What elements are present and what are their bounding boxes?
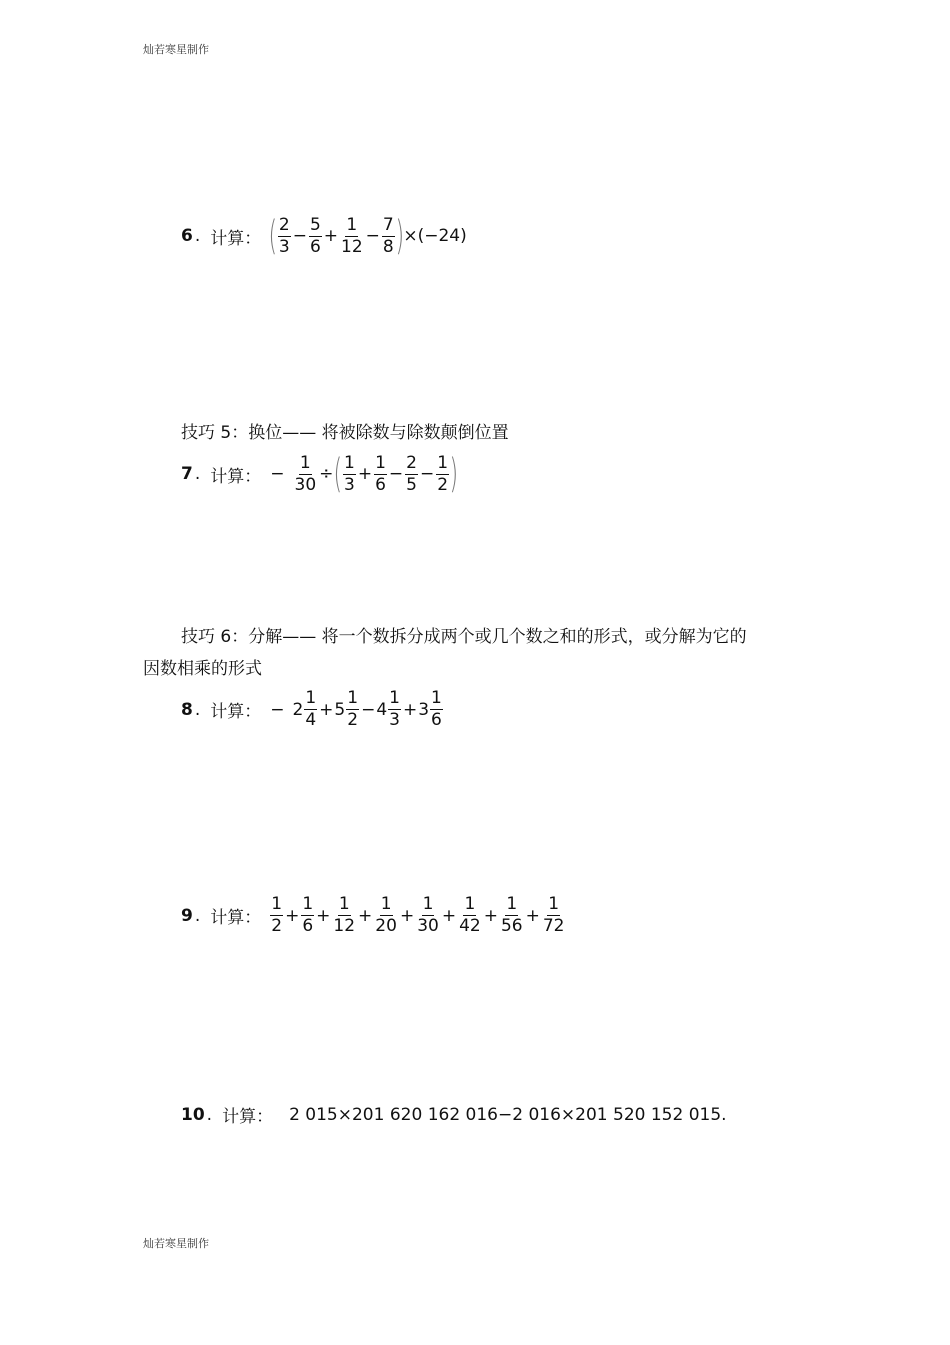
denominator: 12 <box>333 916 356 936</box>
expression-tail: ×(−24) <box>403 226 467 246</box>
numerator: 1 <box>506 894 518 914</box>
fraction <box>500 896 524 935</box>
denominator: 6 <box>431 710 442 730</box>
denominator: 2 <box>271 916 283 936</box>
operator: − <box>365 226 380 246</box>
fraction <box>309 214 322 257</box>
numerator: 1 <box>305 688 317 708</box>
denominator: 42 <box>459 916 481 936</box>
numerator: 1 <box>347 688 359 708</box>
operator: + <box>357 464 373 484</box>
denominator: 6 <box>302 916 314 936</box>
calc-label: 计算： <box>222 1107 274 1127</box>
page-footer: 灿若寒星制作 <box>143 1237 209 1250</box>
question-number: 8 <box>181 699 193 720</box>
operator: − <box>292 226 307 246</box>
fraction <box>374 896 398 935</box>
fraction <box>430 690 443 729</box>
denominator: 12 <box>341 236 363 257</box>
minus-sign: − <box>270 464 285 484</box>
numerator: 1 <box>464 894 476 914</box>
operator: + <box>319 699 334 720</box>
whole-part: 4 <box>376 699 388 720</box>
numerator: 5 <box>309 214 321 235</box>
operator: + <box>483 905 498 926</box>
right-paren: ) <box>449 451 459 497</box>
left-paren: ( <box>268 213 278 259</box>
question-7: 7 . 计算： − $\frac{1}{30}$ ÷ ( $\frac{1}{3}$ + $\frac{1}{6}$ − $\frac{2}{5}$ − $\frac{1}{2}$ ) <box>181 451 459 497</box>
page-header: 灿若寒星制作 <box>143 43 209 56</box>
whole-part: 5 <box>334 699 346 720</box>
mixed-number <box>293 690 319 729</box>
whole-part: 3 <box>418 699 430 720</box>
fraction <box>340 214 364 257</box>
denominator: 6 <box>375 474 386 495</box>
denominator: 3 <box>344 474 355 495</box>
numerator: 2 <box>278 214 290 235</box>
operator: + <box>399 905 415 926</box>
operator: + <box>316 905 331 926</box>
operator: + <box>525 905 540 926</box>
mixed-number <box>376 690 402 729</box>
fraction <box>542 896 566 935</box>
calc-label: 计算： <box>210 702 262 722</box>
denominator: 3 <box>278 236 290 257</box>
mixed-number <box>418 690 444 729</box>
tip-6-line-1: 技巧 6：分解—— 将一个数拆分成两个或几个数之和的形式，或分解为它的 <box>181 627 747 647</box>
fraction <box>343 452 356 495</box>
denominator: 20 <box>375 916 397 936</box>
question-6: 6 . 计算： ( $\frac{2}{3}$ − $\frac{5}{6}$ + $\frac{1}{12}$ − $\frac{7}{8}$ ) ×(−24) <box>181 213 467 259</box>
calc-label: 计算： <box>210 908 262 928</box>
numerator: 1 <box>271 894 283 914</box>
denominator: 6 <box>309 236 321 257</box>
denominator: 8 <box>382 236 394 257</box>
fraction <box>304 690 317 729</box>
operator: + <box>441 905 457 926</box>
numerator: 1 <box>548 894 560 914</box>
numerator: 1 <box>346 214 358 235</box>
fraction <box>458 896 482 935</box>
expression <box>293 690 444 729</box>
right-paren: ) <box>395 213 404 259</box>
denominator: 30 <box>417 916 439 936</box>
operator: − <box>388 464 404 484</box>
fraction <box>436 452 449 495</box>
question-9: 9 . 计算： $\frac{1}{2}$ + $\frac{1}{6}$ + $\frac{1}{12}$ + $\frac{1}{20}$ + $\frac{1}{30}$ + $\frac{1}{42}$ + $\frac{1}{56}$ + $\frac{1}{72}$ <box>181 894 565 936</box>
fraction <box>382 214 395 257</box>
denominator: 56 <box>500 916 523 936</box>
numerator: 1 <box>344 452 355 473</box>
operator: − <box>419 464 435 484</box>
numerator: 1 <box>338 894 350 914</box>
mixed-number <box>334 690 360 729</box>
numerator: 1 <box>422 894 434 914</box>
fraction <box>270 896 283 935</box>
fraction <box>278 214 291 257</box>
expression: 2 015×201 620 162 016−2 016×201 520 152 015. <box>289 1104 727 1125</box>
denominator: 2 <box>437 474 449 495</box>
calc-label: 计算： <box>210 466 262 487</box>
numerator: 7 <box>382 214 394 235</box>
tip-5: 技巧 5：换位—— 将被除数与除数颠倒位置 <box>181 423 509 443</box>
question-number: 7 <box>181 464 193 484</box>
denominator: 2 <box>347 710 359 730</box>
fraction <box>405 452 418 495</box>
fraction <box>346 690 359 729</box>
question-8: 8 . 计算： − 2 $\frac{1}{4}$ + 5 $\frac{1}{2}$ − 4 $\frac{1}{3}$ + 3 $\frac{1}{6}$ <box>181 688 442 730</box>
divide-sign: ÷ <box>319 464 334 484</box>
operator: + <box>402 699 418 720</box>
left-paren: ( <box>333 451 343 497</box>
whole-part: 2 <box>292 699 304 720</box>
operator: + <box>323 226 339 246</box>
expression <box>277 214 396 257</box>
fraction <box>374 452 387 495</box>
numerator: 1 <box>437 452 449 473</box>
expression <box>269 896 566 935</box>
expression <box>342 452 450 495</box>
denominator: 4 <box>305 710 317 730</box>
denominator: 72 <box>542 916 565 936</box>
fraction: $\frac{1}{30}$ <box>294 452 317 495</box>
fraction <box>332 896 356 935</box>
question-number: 9 <box>181 905 193 926</box>
calc-label: 计算： <box>210 228 262 249</box>
denominator: 3 <box>389 710 400 730</box>
numerator: 2 <box>406 452 417 473</box>
question-number: 6 <box>181 226 193 246</box>
minus-sign: − <box>270 699 285 720</box>
operator: + <box>285 905 300 926</box>
numerator: 1 <box>389 688 400 708</box>
fraction <box>388 690 401 729</box>
denominator: 5 <box>406 474 417 495</box>
question-10: 10 . 计算： 2 015×201 620 162 016−2 016×201 520 152 015. <box>181 1102 727 1127</box>
question-number: 10 <box>181 1104 205 1125</box>
operator: + <box>358 905 373 926</box>
fraction <box>301 896 314 935</box>
numerator: 1 <box>302 894 314 914</box>
numerator: 1 <box>380 894 392 914</box>
fraction <box>416 896 440 935</box>
numerator: 1 <box>375 452 386 473</box>
tip-6-line-2: 因数相乘的形式 <box>143 659 262 679</box>
numerator: 1 <box>431 688 442 708</box>
operator: − <box>361 699 376 720</box>
